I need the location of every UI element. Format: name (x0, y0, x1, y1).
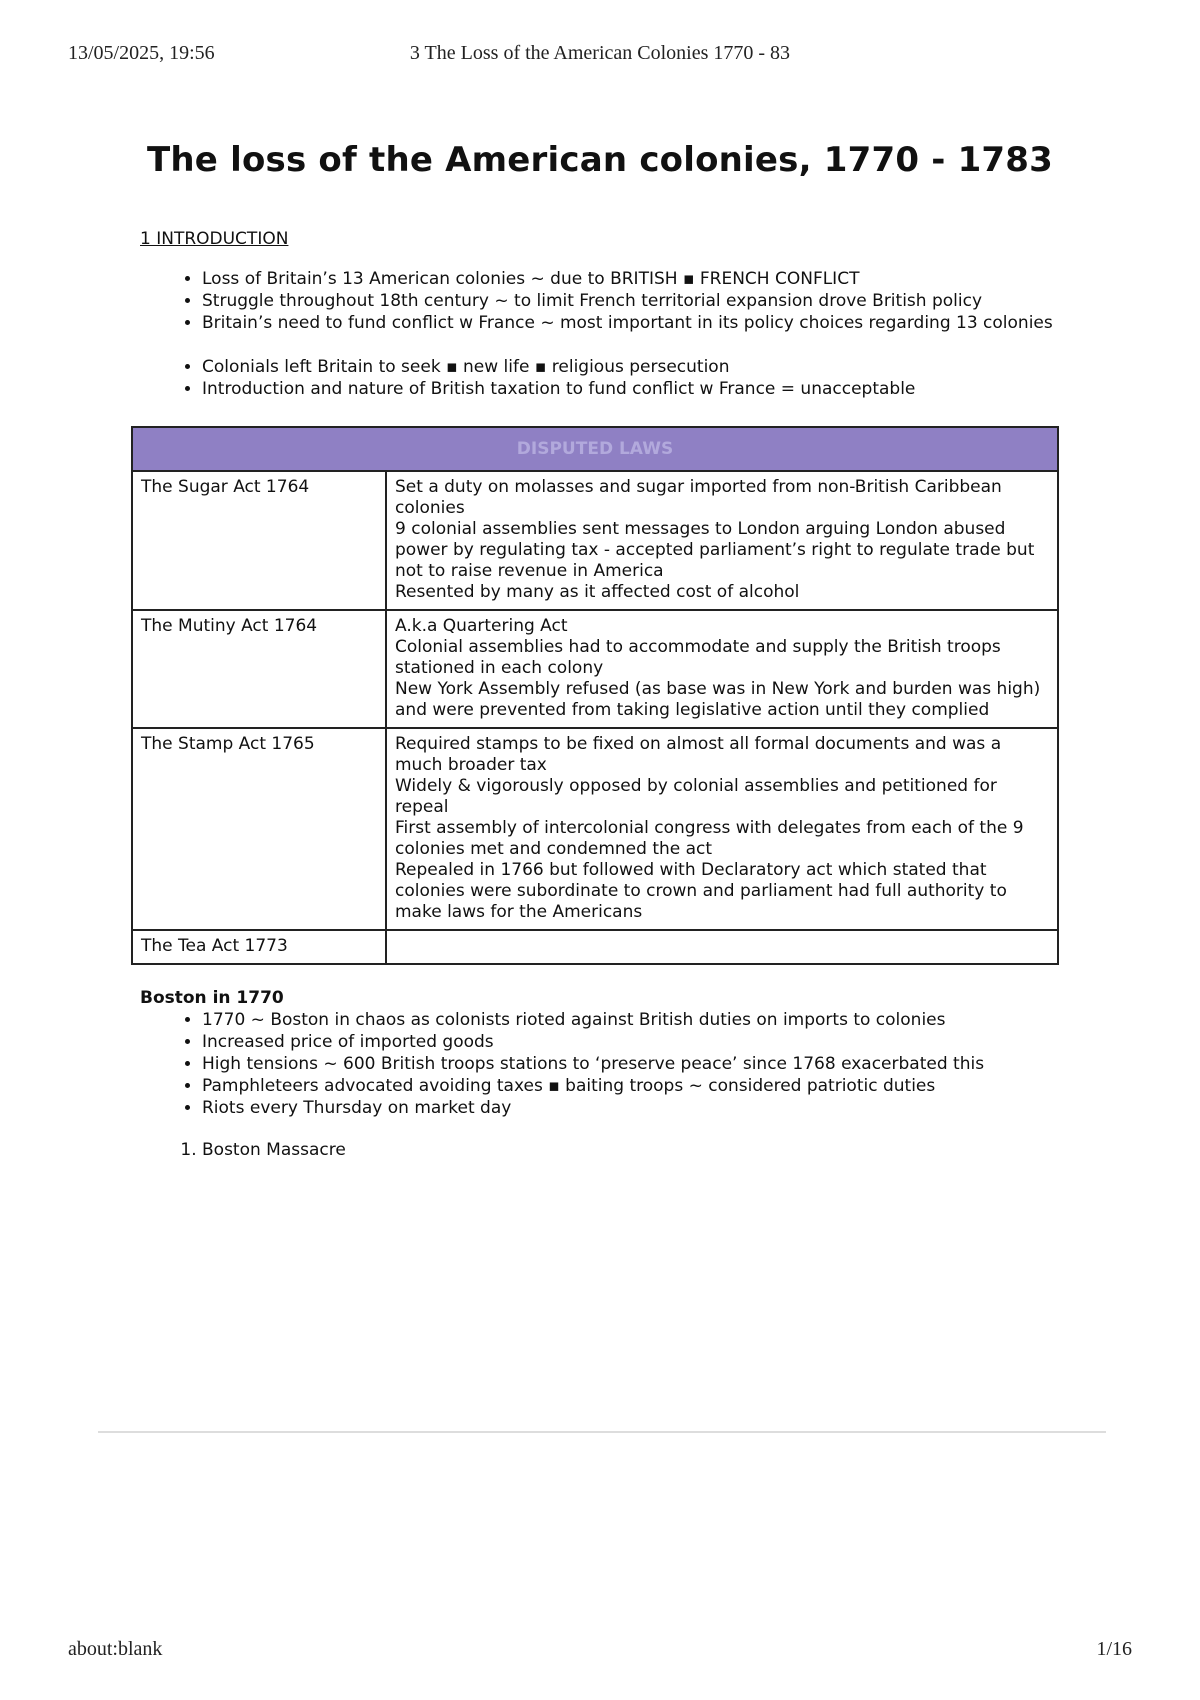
law-description-line: Colonial assemblies had to accommodate and supply the British troops stationed in each colony (395, 637, 1001, 678)
boston-numbered-list (140, 1139, 1065, 1161)
table-row (132, 471, 1058, 610)
law-description-line: Set a duty on molasses and sugar imported from non-British Caribbean colonies (395, 477, 1002, 518)
print-header (68, 42, 1132, 68)
law-description-line: Required stamps to be fixed on almost all formal documents and was a much broader tax (395, 734, 1002, 775)
boston-section (140, 987, 1065, 1161)
list-item: • High tensions ~ 600 British troops stations to ‘preserve peace’ since 1768 exacerbated this (202, 1053, 1065, 1075)
list-item: • Loss of Britain’s 13 American colonies ~ due to BRITISH ▪ FRENCH CONFLICT (202, 268, 1065, 290)
law-name-cell: The Sugar Act 1764 (132, 471, 386, 610)
law-description-line: 9 colonial assemblies sent messages to London arguing London abused power by regulating tax - accepted parliament’s right to regulate trade but not to raise revenue in America (395, 519, 1035, 581)
law-name-cell: The Mutiny Act 1764 (132, 610, 386, 728)
law-description-line: A.k.a Quartering Act (395, 616, 568, 636)
page-title: The loss of the American colonies, 1770 - 1783 (147, 140, 1053, 180)
law-description-line: Resented by many as it affected cost of alcohol (395, 582, 800, 602)
law-description-line: Repealed in 1766 but followed with Declaratory act which stated that colonies were subordinate to crown and parliament had full authority to make laws for the Americans (395, 860, 1007, 922)
list-item: • Britain’s need to fund conflict w France ~ most important in its policy choices regarding 13 colonies (202, 312, 1065, 334)
boston-bullet-list (140, 1009, 1065, 1119)
law-description-line: Widely & vigorously opposed by colonial assemblies and petitioned for repeal (395, 776, 997, 817)
law-description-cell (386, 930, 1058, 964)
list-item: • 1770 ~ Boston in chaos as colonists rioted against British duties on imports to colonies (202, 1009, 1065, 1031)
section-heading-boston: Boston in 1770 (140, 988, 284, 1008)
table-row (132, 728, 1058, 930)
page-divider (98, 1431, 1106, 1433)
section-heading-introduction: 1 INTRODUCTION (140, 229, 289, 249)
law-name-cell: The Stamp Act 1765 (132, 728, 386, 930)
print-footer (68, 1638, 1132, 1664)
disputed-laws-header: DISPUTED LAWS (132, 427, 1058, 471)
law-description-cell (386, 728, 1058, 930)
document-body (140, 228, 1065, 1161)
table-row (132, 930, 1058, 964)
list-item: • Colonials left Britain to seek ▪ new life ▪ religious persecution (202, 356, 1065, 378)
list-item: • Riots every Thursday on market day (202, 1097, 1065, 1119)
numbered-list-item: 1. Boston Massacre (202, 1139, 1065, 1161)
law-name-cell: The Tea Act 1773 (132, 930, 386, 964)
print-datetime: 13/05/2025, 19:56 (68, 42, 215, 64)
law-description-line: New York Assembly refused (as base was in New York and burden was high) and were prevented from taking legislative action until they complied (395, 679, 1041, 720)
list-item: • Introduction and nature of British taxation to fund conflict w France = unacceptable (202, 378, 1065, 400)
list-item: • Struggle throughout 18th century ~ to limit French territorial expansion drove British policy (202, 290, 1065, 312)
print-url: about:blank (68, 1638, 163, 1660)
list-item: • Pamphleteers advocated avoiding taxes ▪ baiting troops ~ considered patriotic duties (202, 1075, 1065, 1097)
list-item: • Increased price of imported goods (202, 1031, 1065, 1053)
print-page-number: 1/16 (1096, 1638, 1132, 1660)
intro-bullet-list-1 (140, 268, 1065, 334)
print-doc-title: 3 The Loss of the American Colonies 1770 - 83 (409, 42, 791, 64)
intro-bullet-list-2 (140, 356, 1065, 400)
law-description-line: First assembly of intercolonial congress with delegates from each of the 9 colonies met and condemned the act (395, 818, 1024, 859)
disputed-laws-table (131, 426, 1059, 965)
law-description-cell (386, 471, 1058, 610)
law-description-cell (386, 610, 1058, 728)
table-row (132, 610, 1058, 728)
